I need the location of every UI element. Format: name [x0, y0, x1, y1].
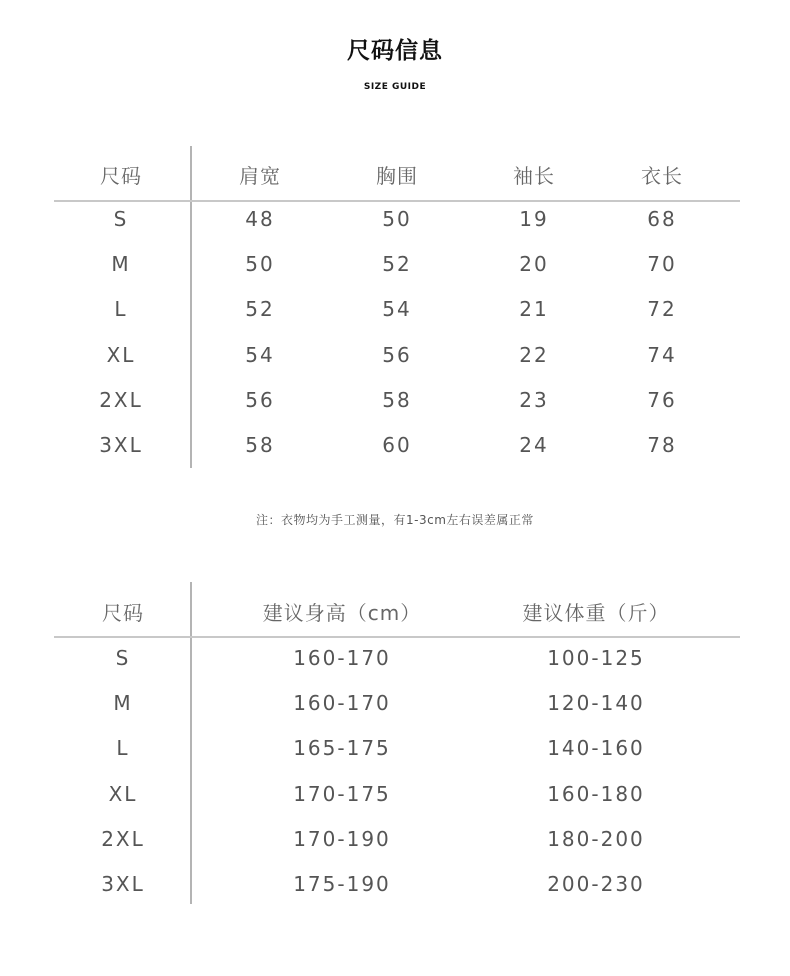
table1-cell: 68 [647, 207, 677, 231]
table1-cell: L [114, 297, 128, 321]
table1-header-4: 衣长 [641, 164, 683, 188]
table1-cell: 76 [647, 388, 677, 412]
table2-cell: M [113, 691, 133, 715]
table1-cell: 52 [382, 252, 412, 276]
table1-cell: 74 [647, 343, 677, 367]
table2-header-0: 尺码 [102, 601, 144, 625]
table2-cell: 170-175 [293, 782, 391, 806]
table2-header-divider [54, 636, 740, 638]
table2-cell: 140-160 [547, 736, 645, 760]
measurement-note: 注：衣物均为手工测量，有1-3cm左右误差属正常 [256, 513, 534, 527]
table1-header-3: 袖长 [513, 164, 555, 188]
table2-cell: 100-125 [547, 646, 645, 670]
table2-cell: 200-230 [547, 872, 645, 896]
table1-cell: 21 [519, 297, 549, 321]
table2-cell: 2XL [101, 827, 145, 851]
table1-header-0: 尺码 [100, 164, 142, 188]
table2-cell: 180-200 [547, 827, 645, 851]
table1-cell: 50 [245, 252, 275, 276]
table1-cell: 2XL [99, 388, 143, 412]
table2-column-divider [190, 582, 192, 904]
table1-header-divider [54, 200, 740, 202]
table1-cell: 20 [519, 252, 549, 276]
table1-cell: XL [106, 343, 136, 367]
table2-cell: 120-140 [547, 691, 645, 715]
table2-cell: 175-190 [293, 872, 391, 896]
table1-cell: 52 [245, 297, 275, 321]
table1-cell: 54 [382, 297, 412, 321]
page-title: 尺码信息 [347, 38, 443, 64]
table1-cell: S [113, 207, 129, 231]
table1-cell: 50 [382, 207, 412, 231]
table1-header-2: 胸围 [376, 164, 418, 188]
table2-cell: 160-170 [293, 646, 391, 670]
table1-cell: 56 [245, 388, 275, 412]
table2-header-1: 建议身高（cm） [262, 601, 422, 625]
table1-cell: 58 [382, 388, 412, 412]
table1-cell: 23 [519, 388, 549, 412]
table1-column-divider [190, 146, 192, 468]
table1-cell: 3XL [99, 433, 143, 457]
table1-cell: 72 [647, 297, 677, 321]
table1-cell: 24 [519, 433, 549, 457]
table2-cell: XL [108, 782, 138, 806]
table2-cell: 160-180 [547, 782, 645, 806]
table2-cell: L [116, 736, 130, 760]
table1-cell: 54 [245, 343, 275, 367]
table2-cell: 170-190 [293, 827, 391, 851]
table1-cell: M [111, 252, 131, 276]
table1-header-1: 肩宽 [239, 164, 281, 188]
table1-cell: 58 [245, 433, 275, 457]
table1-cell: 60 [382, 433, 412, 457]
table1-cell: 78 [647, 433, 677, 457]
table2-cell: 3XL [101, 872, 145, 896]
table1-cell: 48 [245, 207, 275, 231]
table1-cell: 22 [519, 343, 549, 367]
table1-cell: 19 [519, 207, 549, 231]
table1-cell: 70 [647, 252, 677, 276]
table2-cell: S [115, 646, 131, 670]
page-subtitle: SIZE GUIDE [363, 82, 427, 92]
table2-header-2: 建议体重（斤） [522, 601, 670, 625]
table2-cell: 165-175 [293, 736, 391, 760]
table1-cell: 56 [382, 343, 412, 367]
table2-cell: 160-170 [293, 691, 391, 715]
